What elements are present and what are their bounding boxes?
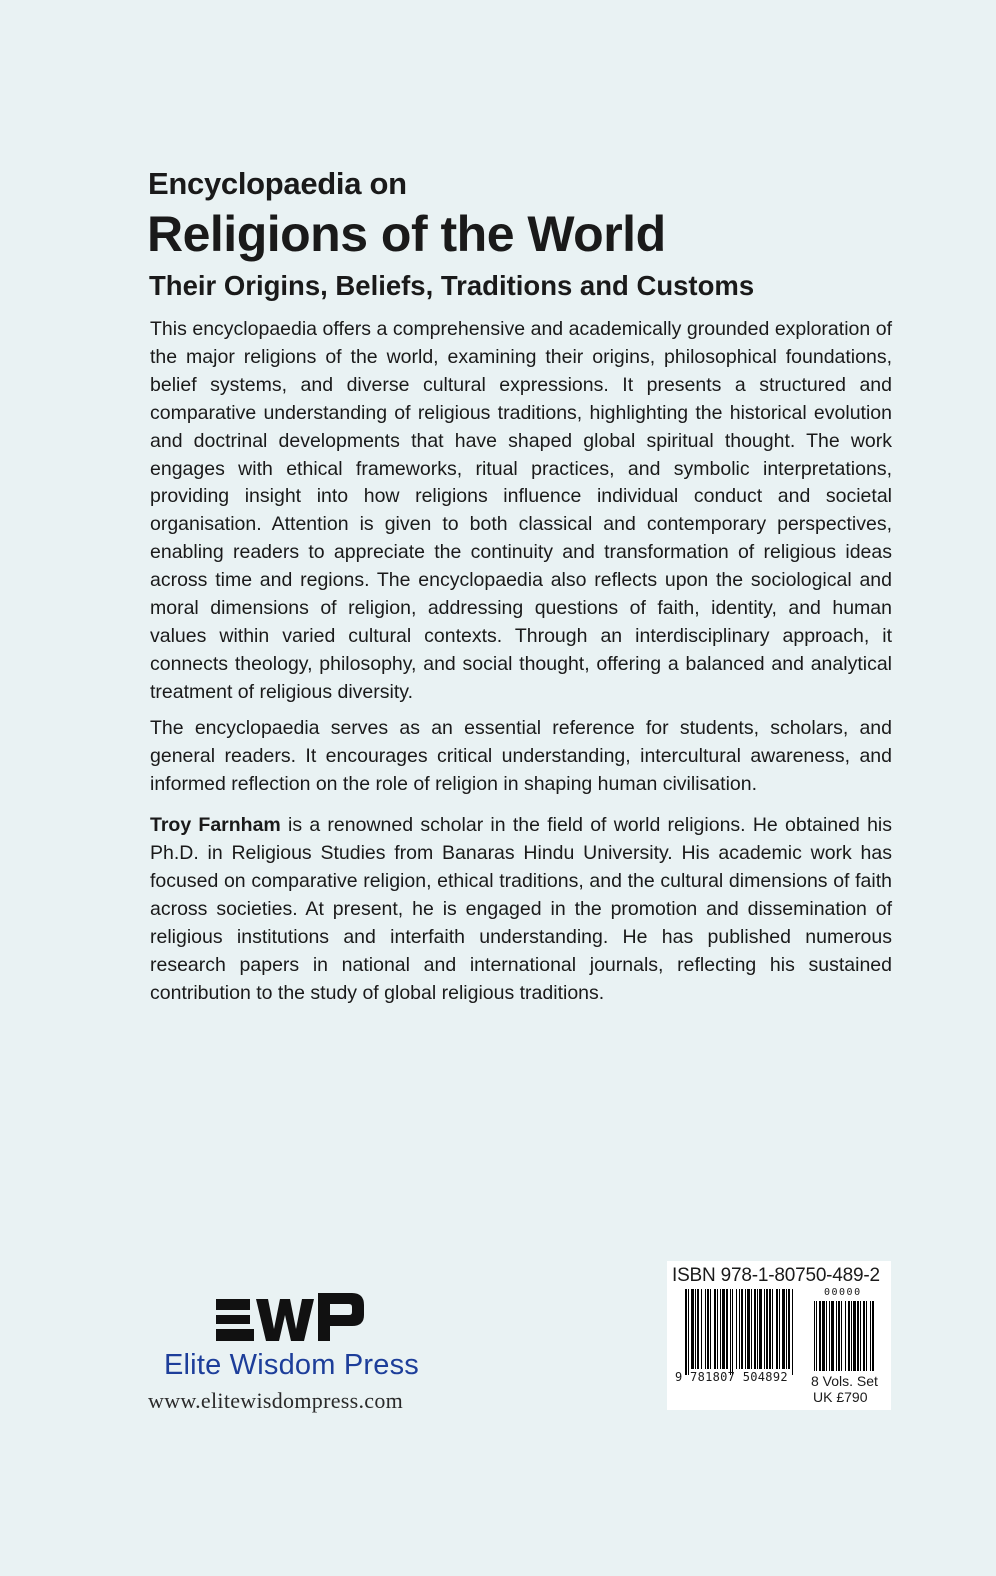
set-info: 8 Vols. Set [811,1373,878,1389]
book-subtitle: Their Origins, Beliefs, Traditions and Customs [149,270,755,301]
book-title: Religions of the World [147,206,666,262]
title-prefix: Encyclopaedia on [148,166,407,201]
publisher-url: www.elitewisdompress.com [148,1388,404,1413]
description-paragraph: This encyclopaedia offers a comprehensive and academically grounded exploration of the major religions of the world, examining their origins, philosophical foundations, belief systems, and diverse cultural expressions. It presents a structured and comparative understanding of religious traditions, highlighting the historical evolution and doctrinal developments that have shaped global spiritual thought. The work engages with ethical frameworks, ritual practices, and symbolic interpretations, providing insight into how religions influence individual conduct and societal organisation. Attention is given to both classical and contemporary perspectives, enabling readers to appreciate the continuity and transformation of religious ideas across time and regions. The encyclopaedia also reflects upon the sociological and moral dimensions of religion, addressing questions of faith, identity, and human values within varied cultural contexts. Through an interdisciplinary approach, it connects theology, philosophy, and social thought, offering a balanced and analytical treatment of religious diversity. [150,318,892,703]
ewp-logo-icon [216,1293,364,1345]
author-name: Troy Farnham [150,814,281,837]
author-bio-text: is a renowned scholar in the field of world religions. He obtained his Ph.D. in Religious Studies from Banaras Hindu University. His academic work has focused on comparative religion, ethical traditions, and the cultural dimensions of faith across societies. At present, he is engaged in the promotion and dissemination of religious institutions and interfaith understanding. He has published numerous research papers in national and international journals, reflecting his sustained contribution to the study of global religious traditions. [150,814,892,1004]
publisher-name: Elite Wisdom Press [164,1349,419,1381]
price: UK £790 [813,1389,868,1405]
author-bio [150,812,892,1007]
isbn-barcode [667,1261,891,1410]
blurb [150,316,892,1016]
barcode-addon-digits: 00000 [824,1287,862,1298]
description-paragraph: The encyclopaedia serves as an essential reference for students, scholars, and general readers. It encourages critical understanding, intercultural awareness, and informed reflection on the role of religion in shaping human civilisation. [150,716,892,795]
isbn-number: ISBN 978-1-80750-489-2 [672,1265,880,1286]
barcode-digits: 9 781807 504892 [675,1370,788,1384]
